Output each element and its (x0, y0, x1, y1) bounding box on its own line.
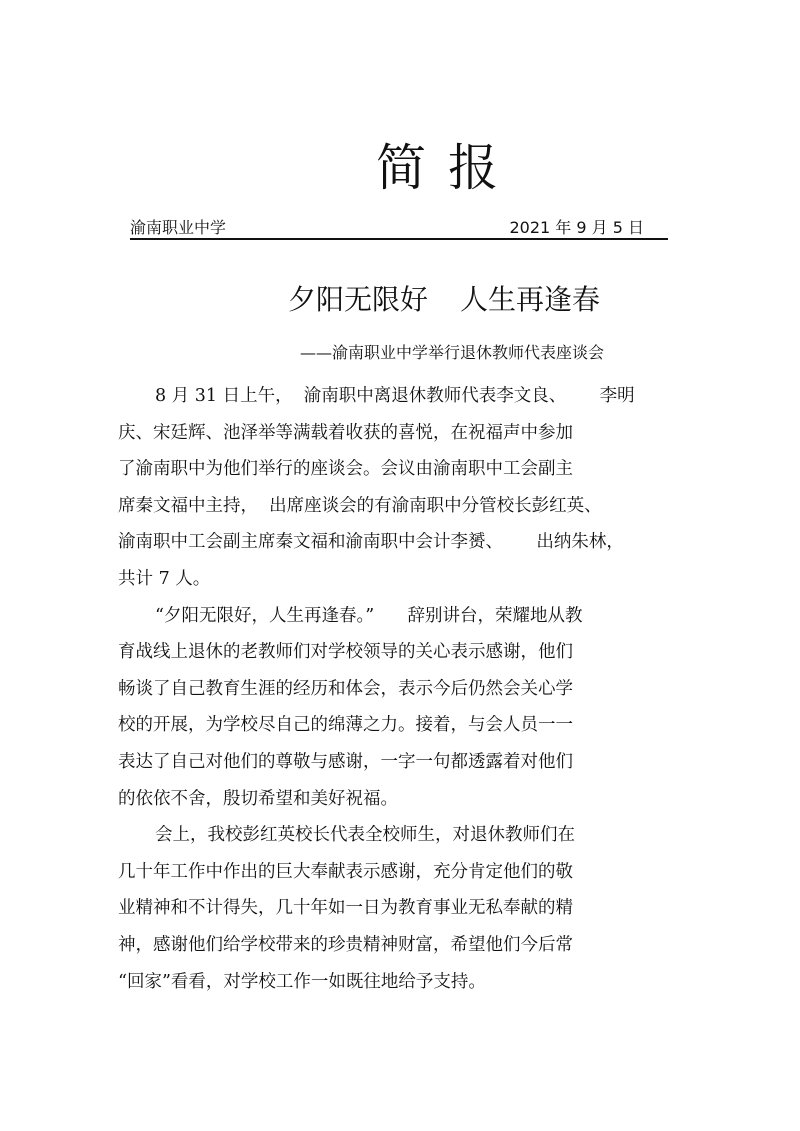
paragraph-line: 校的开展，为学校尽自己的绵薄之力。接着，与会人员一一 (118, 715, 573, 736)
article-headline (288, 278, 600, 318)
issue-date: 2021 年 9 月 5 日 (509, 218, 644, 237)
paragraph-line: “回家”看看，对学校工作一如既往地给予支持。 (118, 971, 486, 992)
header-info-line (130, 214, 668, 240)
article-body (118, 378, 693, 1000)
paragraph-line: 表达了自己对他们的尊敬与感谢，一字一句都透露着对他们 (118, 751, 573, 772)
paragraph-line: 8 月 31 日上午， 渝南职中离退休教师代表李文良、 李明 (155, 386, 635, 406)
school-name: 渝南职业中学 (130, 218, 227, 237)
paragraph-2 (118, 598, 693, 818)
paragraph-1 (118, 378, 693, 598)
paragraph-line: 业精神和不计得失，几十年如一日为教育事业无私奉献的精 (118, 898, 573, 919)
paragraph-line: 了渝南职中为他们举行的座谈会。会议由渝南职中工会副主 (118, 459, 573, 480)
paragraph-line: 神，感谢他们给学校带来的珍贵精神财富，希望他们今后常 (118, 934, 573, 955)
paragraph-line: 渝南职中工会副主席秦文福和渝南职中会计李赟、 出纳朱林， (118, 532, 624, 553)
headline-part-1: 夕阳无限好 (288, 283, 429, 316)
paragraph-line: 会上，我校彭红英校长代表全校师生，对退休教师们在 (155, 825, 575, 846)
headline-part-2: 人生再逢春 (460, 283, 601, 316)
paragraph-line: 几十年工作中作出的巨大奉献表示感谢，充分肯定他们的敬 (118, 861, 573, 882)
paragraph-line: 育战线上退休的老教师们对学校领导的关心表示感谢，他们 (118, 642, 573, 663)
paragraph-line: 的依依不舍，殷切希望和美好祝福。 (118, 788, 398, 809)
paragraph-line: 畅谈了自己教育生涯的经历和体会，表示今后仍然会关心学 (118, 678, 573, 699)
newsletter-masthead: 简报 (376, 139, 520, 197)
paragraph-line: 共计 7 人。 (118, 568, 211, 589)
article-subtitle: ——渝南职业中学举行退休教师代表座谈会 (300, 343, 605, 362)
paragraph-line: 庆、宋廷辉、池泽举等满载着收获的喜悦，在祝福声中参加 (118, 422, 573, 443)
paragraph-line: “夕阳无限好，人生再逢春。” 辞别讲台，荣耀地从教 (155, 605, 583, 626)
paragraph-3 (118, 817, 693, 1000)
paragraph-line: 席秦文福中主持， 出席座谈会的有渝南职中分管校长彭红英、 (118, 495, 602, 516)
